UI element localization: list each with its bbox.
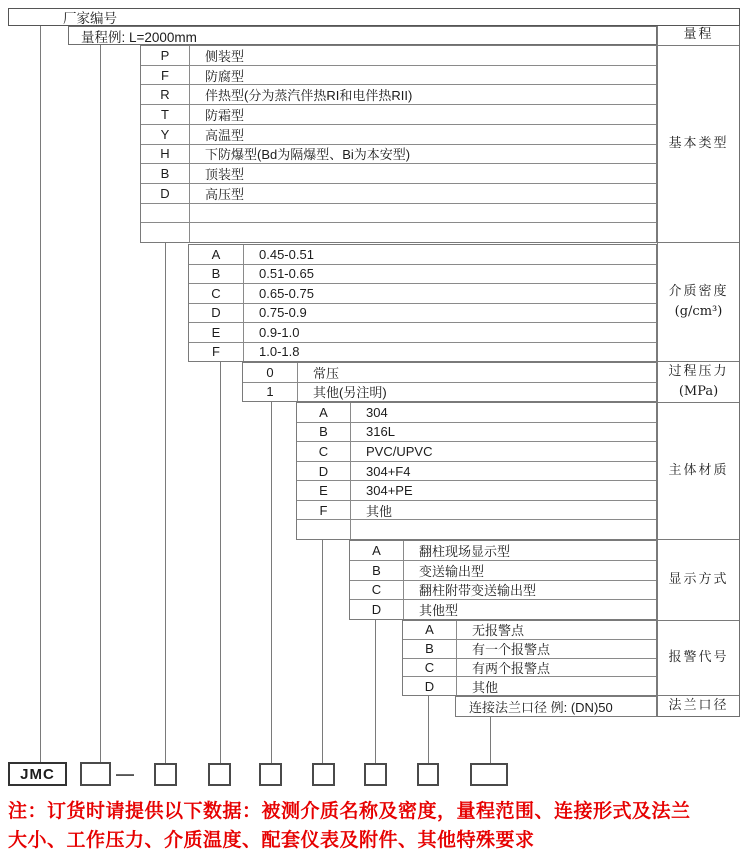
table-row (141, 164, 656, 184)
code-cell: A (350, 541, 404, 560)
connector-line-display (375, 620, 376, 763)
table-row (141, 85, 656, 105)
density-unit: (g/cm³) (674, 304, 723, 320)
desc-cell: 1.0-1.8 (259, 344, 300, 360)
range-example-row (68, 26, 657, 45)
code-cell: C (403, 659, 457, 677)
desc-cell: 0.51-0.65 (259, 266, 314, 282)
code-box-range (80, 762, 111, 786)
table-row (243, 383, 656, 402)
ordering-note (8, 797, 748, 855)
process-pressure-table (242, 362, 657, 402)
code-cell: F (297, 501, 351, 520)
code-box-display (364, 763, 387, 786)
category-body-material: 主体材质 (658, 403, 739, 540)
table-row (141, 66, 656, 86)
ordering-note-line1: 注：订货时请提供以下数据：被测介质名称及密度，量程范围、连接形式及法兰 (8, 801, 691, 822)
desc-cell: 其他(另注明) (313, 385, 387, 401)
code-cell: B (141, 164, 190, 183)
flange-size-text: 连接法兰口径 例: (DN)50 (469, 700, 613, 715)
table-row (189, 245, 656, 265)
manufacturer-number-row (8, 8, 740, 26)
table-row (297, 501, 656, 521)
table-row-empty (297, 520, 656, 539)
desc-cell: 0.65-0.75 (259, 285, 314, 301)
connector-line-pressure (271, 402, 272, 763)
code-box-material (312, 763, 335, 786)
table-row (297, 462, 656, 482)
code-cell (297, 520, 351, 539)
desc-cell: 其他 (366, 503, 393, 519)
connector-line-density (220, 362, 221, 763)
connector-line-manufacturer (40, 26, 41, 763)
table-row (350, 581, 656, 601)
desc-cell: 常压 (313, 365, 340, 381)
body-material-table (296, 402, 657, 540)
desc-cell (351, 520, 656, 539)
table-row (141, 145, 656, 165)
desc-cell: 有一个报警点 (472, 642, 551, 658)
table-row (141, 125, 656, 145)
code-cell: R (141, 85, 190, 104)
basic-type-table (140, 45, 657, 243)
desc-cell: 0.9-1.0 (259, 324, 300, 340)
table-row (350, 541, 656, 561)
table-row (403, 677, 656, 695)
table-row (189, 284, 656, 304)
desc-cell: 翻柱附带变送输出型 (419, 583, 537, 599)
desc-cell: 侧装型 (205, 48, 245, 64)
table-row (297, 442, 656, 462)
table-row (297, 481, 656, 501)
code-cell: Y (141, 125, 190, 144)
code-cell: 0 (243, 363, 298, 382)
table-row (297, 423, 656, 443)
medium-density-table (188, 244, 657, 362)
code-cell: A (403, 621, 457, 639)
ordering-note-line2: 大小、工作压力、介质温度、配套仪表及附件、其他特殊要求 (8, 830, 535, 851)
alarm-code-table (402, 620, 657, 696)
desc-cell: 变送输出型 (419, 563, 485, 579)
manufacturer-number-label: 厂家编号 (63, 11, 117, 26)
code-box-basic-type (154, 763, 177, 786)
code-cell: F (189, 343, 244, 362)
code-cell: 1 (243, 383, 298, 402)
model-prefix-box: JMC (8, 762, 67, 786)
pressure-unit: (MPa) (678, 384, 719, 400)
desc-cell: 304+F4 (366, 463, 411, 479)
table-row (403, 659, 656, 678)
desc-cell: 有两个报警点 (472, 660, 551, 676)
category-flange-size: 法兰口径 (668, 697, 729, 713)
desc-cell: 304 (366, 404, 388, 420)
desc-cell: 其他型 (419, 603, 459, 619)
desc-cell: 无报警点 (472, 623, 525, 639)
category-alarm-code: 报警代号 (658, 621, 739, 696)
table-row (141, 46, 656, 66)
desc-cell: 304+PE (366, 483, 413, 499)
desc-cell: 伴热型(分为蒸汽伴热RI和电伴热RII) (205, 88, 413, 104)
code-cell: D (141, 184, 190, 203)
code-cell: D (350, 600, 404, 619)
table-row (297, 403, 656, 423)
desc-cell: 高温型 (205, 127, 245, 143)
code-cell: D (189, 304, 244, 323)
connector-line-range (100, 45, 101, 763)
category-basic-type: 基本类型 (658, 46, 739, 243)
table-row (350, 600, 656, 619)
code-cell (141, 204, 190, 223)
code-cell: T (141, 105, 190, 124)
code-cell: D (297, 462, 351, 481)
code-cell: D (403, 677, 457, 695)
category-column (657, 26, 740, 717)
code-cell: B (350, 561, 404, 580)
code-box-flange (470, 763, 508, 786)
table-row (141, 105, 656, 125)
connector-line-flange (490, 717, 491, 763)
table-row (243, 363, 656, 383)
desc-cell (190, 204, 656, 223)
code-cell: H (141, 145, 190, 164)
table-row-empty (141, 223, 656, 242)
code-cell (141, 223, 190, 242)
code-cell: E (189, 323, 244, 342)
connector-line-alarm (428, 696, 429, 763)
code-cell: E (297, 481, 351, 500)
table-row (189, 343, 656, 362)
code-cell: B (189, 265, 244, 284)
table-row (350, 561, 656, 581)
table-row (403, 621, 656, 640)
code-separator: — (116, 763, 134, 784)
category-process-pressure: 过程压力 (MPa) (658, 362, 739, 403)
desc-cell: 防腐型 (205, 68, 245, 84)
desc-cell: 316L (366, 424, 395, 440)
table-row (403, 640, 656, 659)
desc-cell: 下防爆型(Bd为隔爆型、Bi为本安型) (205, 147, 411, 163)
category-range: 量程 (658, 26, 739, 46)
desc-cell: 顶装型 (205, 167, 245, 183)
table-row (189, 323, 656, 343)
category-display-mode: 显示方式 (658, 540, 739, 620)
code-cell: B (297, 423, 351, 442)
table-row (189, 265, 656, 285)
display-mode-table (349, 540, 657, 620)
code-cell: B (403, 640, 457, 658)
code-cell: A (297, 403, 351, 422)
desc-cell: PVC/UPVC (366, 443, 433, 459)
connector-line-basic-type (165, 243, 166, 763)
table-row (456, 697, 656, 716)
code-cell: C (297, 442, 351, 461)
desc-cell: 其他 (472, 679, 499, 695)
range-example-label: 量程例: L=2000mm (81, 29, 197, 45)
flange-size-row (455, 696, 657, 717)
desc-cell: 0.75-0.9 (259, 305, 307, 321)
code-cell: C (189, 284, 244, 303)
desc-cell (190, 223, 656, 242)
code-box-pressure (259, 763, 282, 786)
connector-line-material (322, 540, 323, 763)
code-cell: P (141, 46, 190, 65)
desc-cell: 0.45-0.51 (259, 246, 314, 262)
code-cell: C (350, 581, 404, 600)
table-row-empty (141, 204, 656, 224)
desc-cell: 翻柱现场显示型 (419, 543, 511, 559)
table-row (189, 304, 656, 324)
category-medium-density: 介质密度 (g/cm³) (658, 243, 739, 362)
desc-cell: 防霜型 (205, 107, 245, 123)
desc-cell: 高压型 (205, 186, 245, 202)
code-cell: F (141, 66, 190, 85)
code-box-density (208, 763, 231, 786)
code-box-alarm (417, 763, 439, 786)
table-row (141, 184, 656, 204)
code-cell: A (189, 245, 244, 264)
